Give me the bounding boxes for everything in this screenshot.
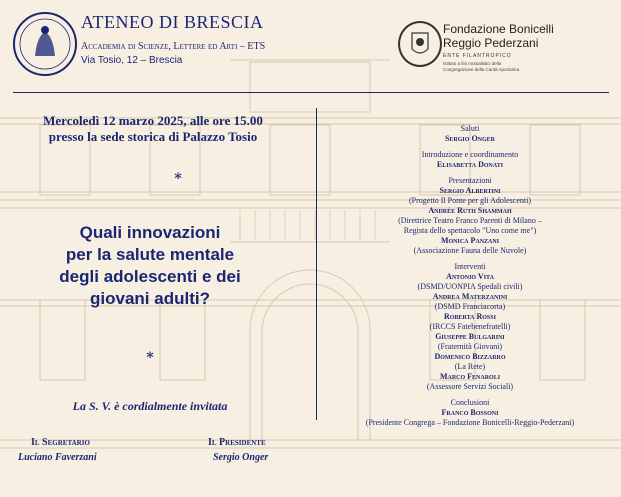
fondazione-desc-line1: Istituto a fini mutualistici della: [443, 61, 502, 66]
ateneo-seal-icon: [15, 14, 75, 74]
fondazione-tag: ENTE FILANTROPICO: [443, 53, 512, 59]
program-label: Introduzione e coordinamento: [421, 150, 519, 159]
program-label: Conclusioni: [450, 398, 490, 407]
program-label: (La Rete): [454, 362, 486, 371]
program-speaker-name: Franco Bossoni: [441, 408, 499, 417]
fondazione-name-line2: Reggio Pederzani: [443, 36, 539, 50]
program-speaker-name: Sergio Albertini: [439, 186, 501, 195]
program-label: (Direttrice Teatro Franco Parenti di Milano –: [398, 216, 542, 225]
president-role: Il Presidente: [208, 437, 266, 448]
asterisk-divider-1: *: [174, 171, 182, 187]
event-title-line: degli adolescenti e dei: [59, 267, 241, 286]
fondazione-name-line1: Fondazione Bonicelli: [443, 22, 554, 36]
program-speaker-name: Andrée Ruth Shammah: [428, 206, 512, 215]
ateneo-address: Via Tosio, 12 – Brescia: [81, 55, 183, 66]
program-label: (IRCCS Fatebenefratelli): [429, 322, 511, 331]
program-label: Saluti: [460, 124, 480, 133]
fondazione-desc-line2: Congregazione della Carità Apostolica: [443, 67, 520, 72]
program-speaker-name: Roberta Rossi: [444, 312, 496, 321]
program-speaker-name: Monica Panzani: [440, 236, 500, 245]
program-label: (DSMD/UONPIA Spedali civili): [417, 282, 523, 291]
program-speaker-name: Sergio Onger: [444, 134, 495, 143]
event-venue: presso la sede storica di Palazzo Tosio: [48, 129, 258, 144]
ateneo-subtitle: Accademia di Scienze, Lettere ed Arti – ETS: [81, 41, 266, 52]
program-speaker-name: Andrea Materzanini: [432, 292, 508, 301]
program-label: (Fraternità Giovani): [437, 342, 503, 351]
program-label: Regista dello spettacolo "Uno come me"): [403, 226, 537, 235]
event-title-line: giovani adulti?: [90, 289, 210, 308]
program-label: (DSMD Franciacorta): [434, 302, 506, 311]
invitation-text: La S. V. è cordialmente invitata: [72, 399, 228, 413]
fondazione-crest-icon: [400, 23, 440, 65]
program-label: Presentazioni: [448, 176, 492, 185]
header-divider: [13, 92, 609, 93]
program-list: [330, 124, 610, 428]
secretary-name: Luciano Faverzani: [18, 452, 97, 463]
program-label: (Presidente Congrega – Fondazione Bonicelli-Reggio-Pederzani): [365, 418, 575, 427]
program-speaker-name: Elisabetta Donati: [436, 160, 504, 169]
program-speaker-name: Marco Fenaroli: [439, 372, 501, 381]
event-title-line: per la salute mentale: [65, 245, 235, 264]
event-title-line: Quali innovazioni: [79, 223, 221, 242]
event-date: Mercoledì 12 marzo 2025, alle ore 15.00: [43, 113, 263, 128]
ateneo-seal-logo: [13, 12, 77, 76]
program-label: (Progetto Il Ponte per gli Adolescenti): [409, 196, 531, 205]
ateneo-title: ATENEO DI BRESCIA: [81, 12, 264, 32]
secretary-role: Il Segretario: [31, 437, 90, 448]
program-label: (Assessore Servizi Sociali): [426, 382, 514, 391]
event-title: [0, 222, 300, 310]
vertical-divider: [316, 108, 317, 420]
program-speaker-name: Antonio Vita: [446, 272, 494, 281]
asterisk-divider-2: *: [146, 350, 154, 366]
program-label: (Associazione Fauna delle Nuvole): [413, 246, 527, 255]
program-speaker-name: Giuseppe Bulgarini: [435, 332, 505, 341]
president-name: Sergio Onger: [213, 452, 269, 463]
program-label: Interventi: [454, 262, 486, 271]
fondazione-seal-logo: [398, 21, 442, 67]
program-speaker-name: Domenico Bizzarro: [434, 352, 506, 361]
